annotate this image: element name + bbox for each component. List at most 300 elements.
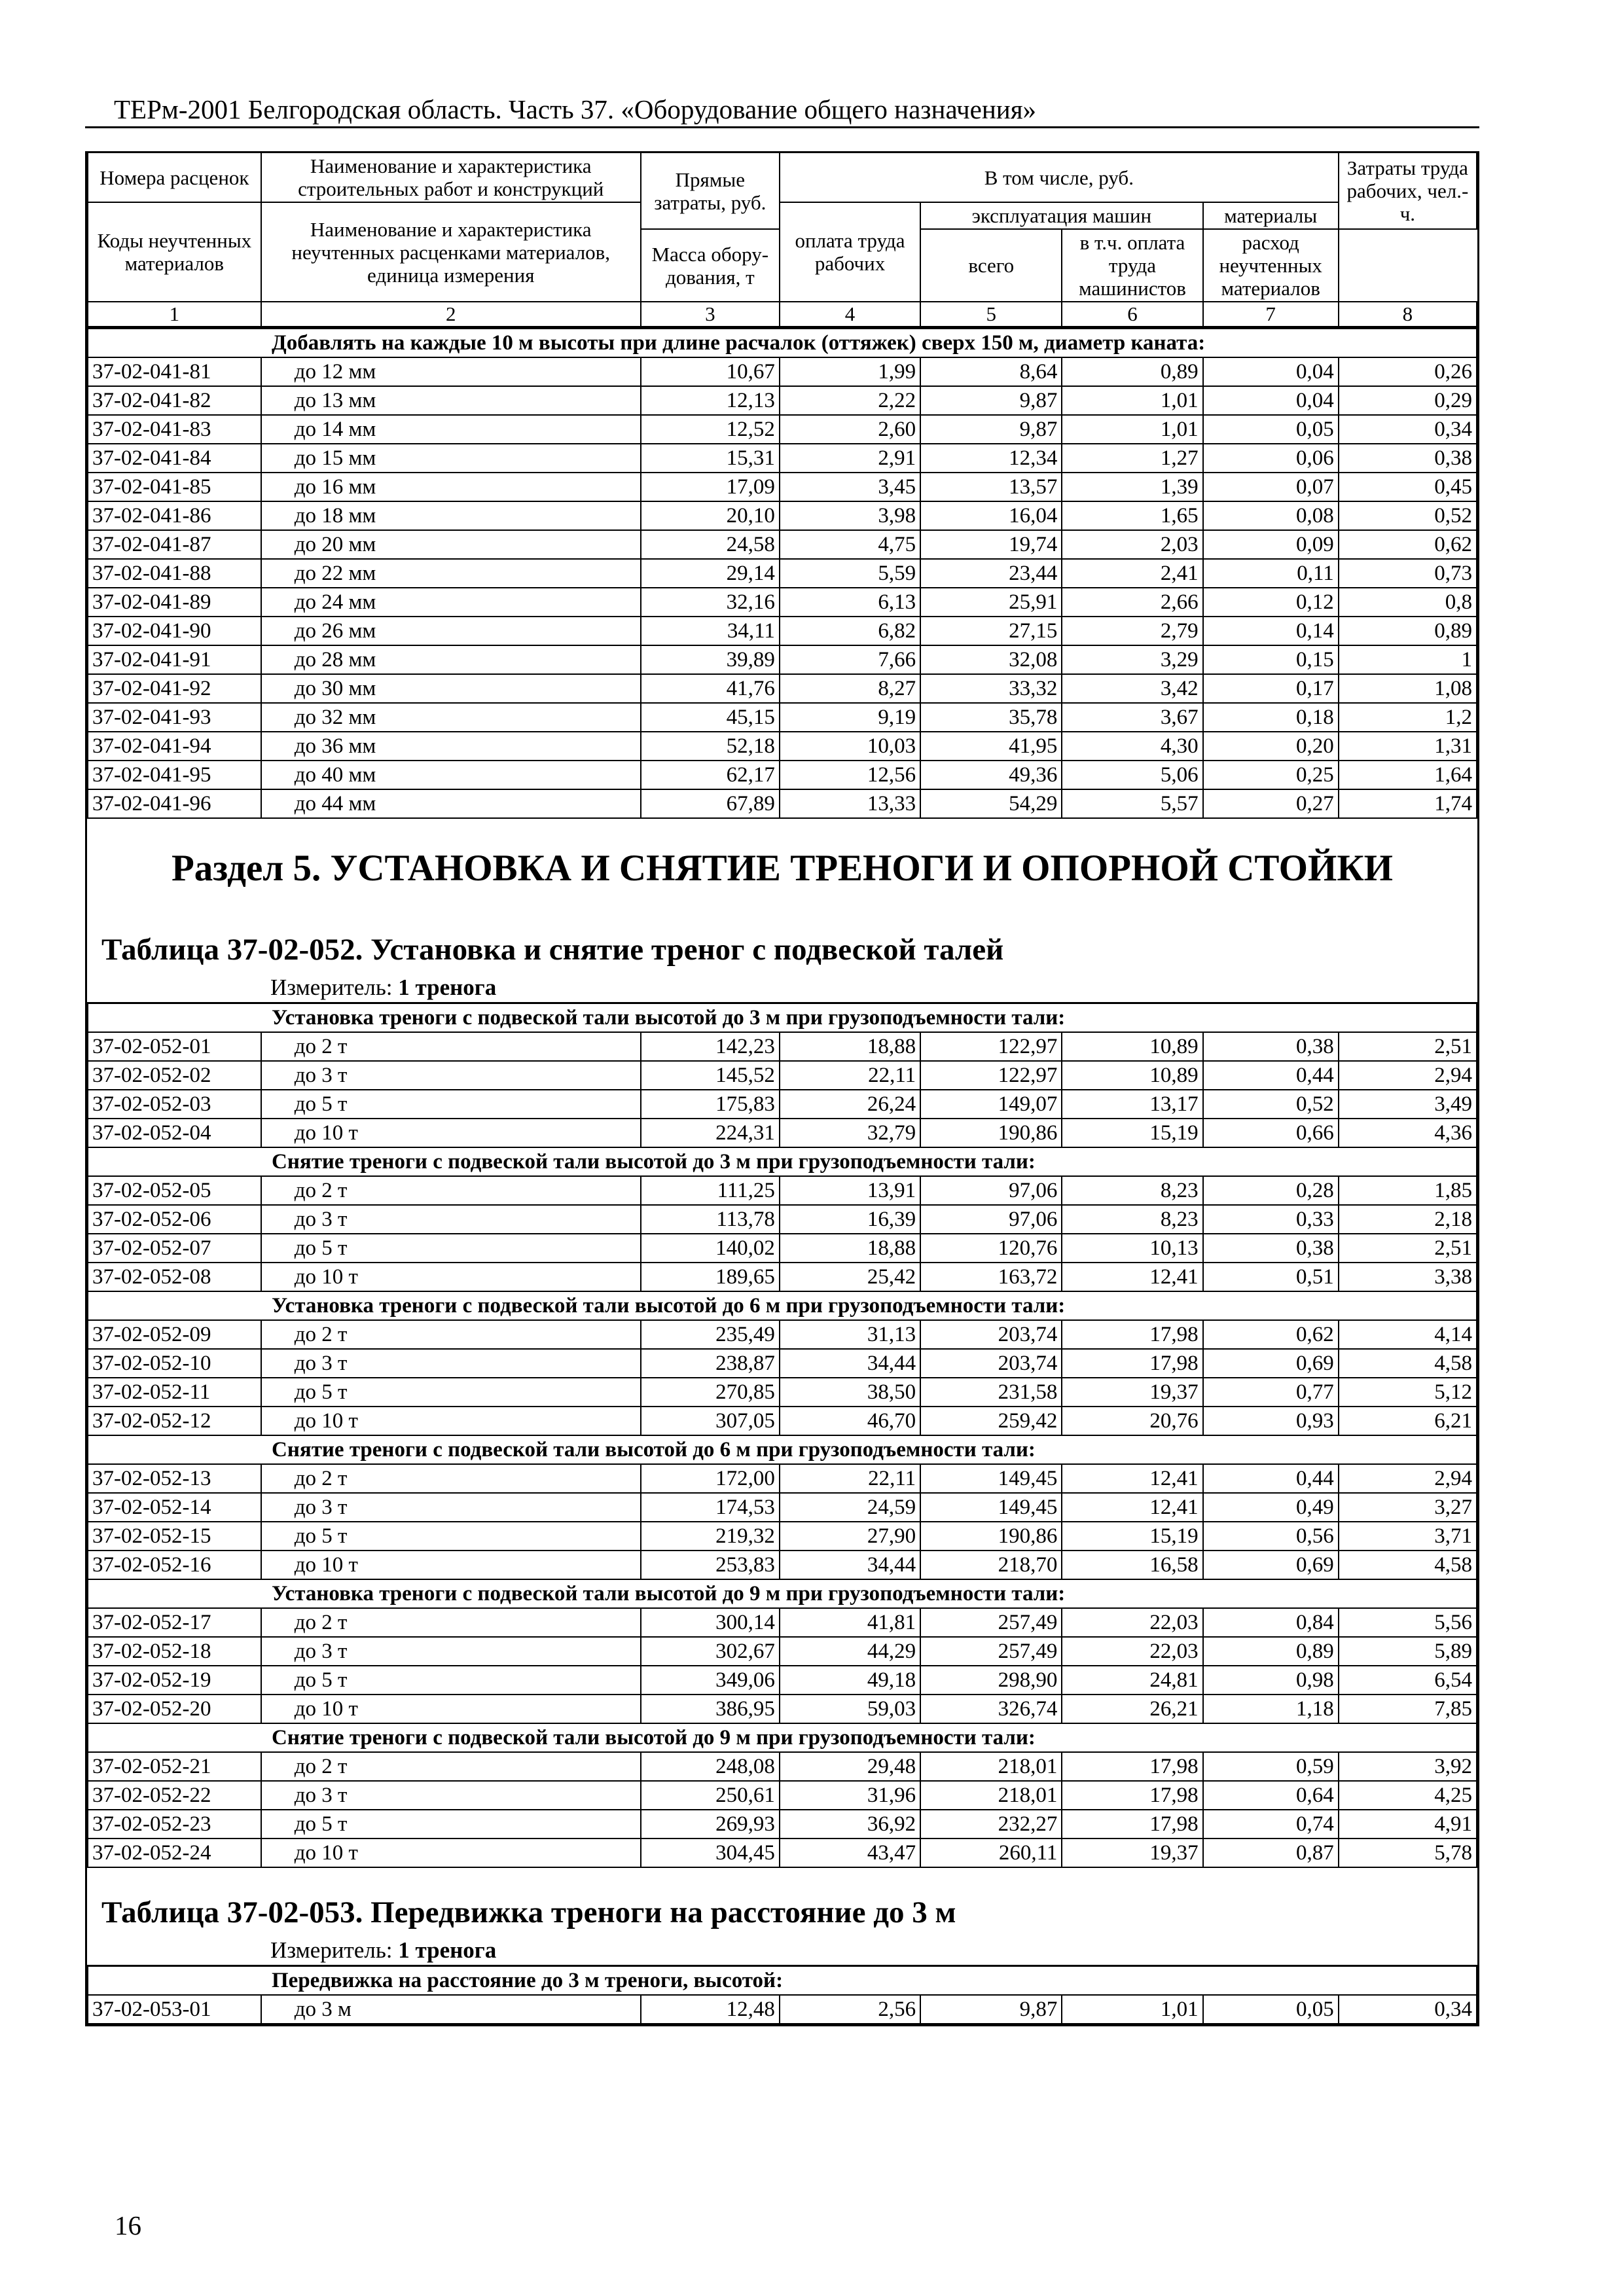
cell-rate-code: 37-02-041-96 bbox=[88, 789, 261, 818]
group-header: Передвижка на расстояние до 3 м треноги, высотой: bbox=[88, 1966, 1477, 1996]
table-row bbox=[88, 761, 1477, 789]
table-053-rows bbox=[87, 1965, 1477, 2024]
cell-rate-code: 37-02-052-05 bbox=[88, 1176, 261, 1205]
cell-materials: 0,74 bbox=[1203, 1810, 1339, 1839]
cell-materials: 0,06 bbox=[1203, 444, 1339, 473]
cell-materials: 0,77 bbox=[1203, 1378, 1339, 1407]
cell-materials: 0,11 bbox=[1203, 559, 1339, 588]
cell-direct-costs: 300,14 bbox=[641, 1608, 780, 1637]
cell-labor-costs: 0,45 bbox=[1339, 473, 1477, 501]
cell-operator-pay: 1,01 bbox=[1062, 415, 1202, 444]
cell-machines-total: 149,45 bbox=[920, 1493, 1062, 1522]
cell-labor-costs: 0,26 bbox=[1339, 357, 1477, 386]
col-header-material-codes: Коды неучтенных материалов bbox=[88, 202, 261, 302]
cell-rate-code: 37-02-041-87 bbox=[88, 530, 261, 559]
rates-frame bbox=[85, 151, 1479, 2026]
cell-labor-costs: 0,89 bbox=[1339, 617, 1477, 645]
cell-rate-name: до 3 т bbox=[261, 1637, 641, 1666]
cell-rate-name: до 2 т bbox=[261, 1320, 641, 1349]
table-row bbox=[88, 473, 1477, 501]
cell-labor-costs: 2,94 bbox=[1339, 1061, 1477, 1090]
table-row bbox=[88, 1493, 1477, 1522]
table-row bbox=[88, 1234, 1477, 1263]
cell-rate-name: до 10 т bbox=[261, 1551, 641, 1579]
cell-labor-costs: 0,38 bbox=[1339, 444, 1477, 473]
table-052-meter bbox=[87, 973, 1477, 1002]
col-header-materials: материалы bbox=[1203, 202, 1339, 229]
cell-labor-costs: 4,91 bbox=[1339, 1810, 1477, 1839]
cell-rate-code: 37-02-052-16 bbox=[88, 1551, 261, 1579]
col-number: 4 bbox=[780, 302, 920, 327]
cell-machines-total: 259,42 bbox=[920, 1407, 1062, 1435]
cell-rate-name: до 44 мм bbox=[261, 789, 641, 818]
cell-direct-costs: 52,18 bbox=[641, 732, 780, 761]
cell-worker-pay: 59,03 bbox=[780, 1695, 920, 1723]
page-header: ТЕРм-2001 Белгородская область. Часть 37. «Оборудование общего назначения» bbox=[85, 85, 1479, 128]
cell-worker-pay: 22,11 bbox=[780, 1464, 920, 1493]
cell-materials: 0,93 bbox=[1203, 1407, 1339, 1435]
page-number: 16 bbox=[115, 2210, 141, 2240]
cell-direct-costs: 12,48 bbox=[641, 1995, 780, 2024]
cell-labor-costs: 0,62 bbox=[1339, 530, 1477, 559]
cell-labor-costs: 0,8 bbox=[1339, 588, 1477, 617]
cell-rate-name: до 5 т bbox=[261, 1378, 641, 1407]
cell-materials: 0,38 bbox=[1203, 1234, 1339, 1263]
col-number: 7 bbox=[1203, 302, 1339, 327]
table-row bbox=[88, 1695, 1477, 1723]
cell-operator-pay: 5,57 bbox=[1062, 789, 1202, 818]
cell-worker-pay: 16,39 bbox=[780, 1205, 920, 1234]
cell-direct-costs: 304,45 bbox=[641, 1839, 780, 1867]
cell-labor-costs: 1,2 bbox=[1339, 703, 1477, 732]
cell-materials: 0,38 bbox=[1203, 1032, 1339, 1061]
cell-materials: 0,18 bbox=[1203, 703, 1339, 732]
table-row bbox=[88, 1119, 1477, 1147]
col-header-rate-numbers: Номера расценок bbox=[88, 152, 261, 203]
cell-worker-pay: 12,56 bbox=[780, 761, 920, 789]
cell-direct-costs: 15,31 bbox=[641, 444, 780, 473]
cell-materials: 0,20 bbox=[1203, 732, 1339, 761]
cell-rate-code: 37-02-052-08 bbox=[88, 1263, 261, 1291]
cell-rate-code: 37-02-052-01 bbox=[88, 1032, 261, 1061]
cell-direct-costs: 39,89 bbox=[641, 645, 780, 674]
cell-direct-costs: 10,67 bbox=[641, 357, 780, 386]
group-header: Снятие треноги с подвеской тали высотой до 9 м при грузоподъемности тали: bbox=[88, 1723, 1477, 1752]
cell-labor-costs: 3,27 bbox=[1339, 1493, 1477, 1522]
cell-direct-costs: 145,52 bbox=[641, 1061, 780, 1090]
cell-labor-costs: 4,25 bbox=[1339, 1781, 1477, 1810]
cell-rate-name: до 36 мм bbox=[261, 732, 641, 761]
cell-rate-code: 37-02-052-12 bbox=[88, 1407, 261, 1435]
cell-materials: 0,17 bbox=[1203, 674, 1339, 703]
cell-direct-costs: 302,67 bbox=[641, 1637, 780, 1666]
cell-machines-total: 12,34 bbox=[920, 444, 1062, 473]
group-header-row bbox=[88, 1291, 1477, 1320]
cell-labor-costs: 1,31 bbox=[1339, 732, 1477, 761]
col-header-machines: эксплуатация машин bbox=[920, 202, 1202, 229]
cell-rate-code: 37-02-052-20 bbox=[88, 1695, 261, 1723]
cell-rate-code: 37-02-041-93 bbox=[88, 703, 261, 732]
cell-operator-pay: 15,19 bbox=[1062, 1119, 1202, 1147]
cell-labor-costs: 0,52 bbox=[1339, 501, 1477, 530]
table-053-meter bbox=[87, 1936, 1477, 1965]
col-header-direct-costs: Прямые затраты, руб. bbox=[641, 152, 780, 230]
meter-value: 1 тренога bbox=[398, 975, 497, 1000]
cell-rate-name: до 10 т bbox=[261, 1263, 641, 1291]
col-header-including: В том числе, руб. bbox=[780, 152, 1339, 203]
cell-rate-code: 37-02-041-84 bbox=[88, 444, 261, 473]
group-header: Установка треноги с подвеской тали высотой до 9 м при грузоподъемности тали: bbox=[88, 1579, 1477, 1608]
cell-labor-costs: 6,54 bbox=[1339, 1666, 1477, 1695]
table-053-block bbox=[87, 1868, 1477, 1965]
table-row bbox=[88, 386, 1477, 415]
cell-direct-costs: 62,17 bbox=[641, 761, 780, 789]
cell-rate-code: 37-02-052-04 bbox=[88, 1119, 261, 1147]
cell-labor-costs: 1,85 bbox=[1339, 1176, 1477, 1205]
cell-direct-costs: 270,85 bbox=[641, 1378, 780, 1407]
cell-rate-code: 37-02-052-03 bbox=[88, 1090, 261, 1119]
cell-worker-pay: 27,90 bbox=[780, 1522, 920, 1551]
cell-rate-code: 37-02-052-15 bbox=[88, 1522, 261, 1551]
cell-operator-pay: 10,89 bbox=[1062, 1032, 1202, 1061]
group-header: Добавлять на каждые 10 м высоты при длине расчалок (оттяжек) сверх 150 м, диаметр каната: bbox=[88, 329, 1477, 358]
cell-direct-costs: 24,58 bbox=[641, 530, 780, 559]
cell-rate-name: до 5 т bbox=[261, 1234, 641, 1263]
table-row bbox=[88, 1608, 1477, 1637]
table-row bbox=[88, 1666, 1477, 1695]
cell-operator-pay: 1,01 bbox=[1062, 1995, 1202, 2024]
cell-materials: 0,04 bbox=[1203, 357, 1339, 386]
cell-machines-total: 231,58 bbox=[920, 1378, 1062, 1407]
cell-rate-name: до 20 мм bbox=[261, 530, 641, 559]
cell-worker-pay: 25,42 bbox=[780, 1263, 920, 1291]
cell-direct-costs: 250,61 bbox=[641, 1781, 780, 1810]
cell-operator-pay: 0,89 bbox=[1062, 357, 1202, 386]
cell-direct-costs: 29,14 bbox=[641, 559, 780, 588]
table-row bbox=[88, 1090, 1477, 1119]
group-header: Установка треноги с подвеской тали высотой до 6 м при грузоподъемности тали: bbox=[88, 1291, 1477, 1320]
cell-materials: 0,08 bbox=[1203, 501, 1339, 530]
cell-rate-name: до 10 т bbox=[261, 1119, 641, 1147]
cell-labor-costs: 4,58 bbox=[1339, 1551, 1477, 1579]
table-row bbox=[88, 617, 1477, 645]
meter-value: 1 тренога bbox=[398, 1937, 497, 1963]
cell-machines-total: 218,01 bbox=[920, 1752, 1062, 1781]
cell-materials: 0,56 bbox=[1203, 1522, 1339, 1551]
cell-machines-total: 9,87 bbox=[920, 415, 1062, 444]
table-row bbox=[88, 415, 1477, 444]
cell-rate-code: 37-02-052-09 bbox=[88, 1320, 261, 1349]
cell-materials: 0,66 bbox=[1203, 1119, 1339, 1147]
cell-machines-total: 33,32 bbox=[920, 674, 1062, 703]
cell-labor-costs: 0,29 bbox=[1339, 386, 1477, 415]
cell-machines-total: 218,01 bbox=[920, 1781, 1062, 1810]
cell-rate-code: 37-02-052-22 bbox=[88, 1781, 261, 1810]
table-row bbox=[88, 789, 1477, 818]
cell-labor-costs: 4,14 bbox=[1339, 1320, 1477, 1349]
cell-materials: 0,44 bbox=[1203, 1464, 1339, 1493]
cell-direct-costs: 253,83 bbox=[641, 1551, 780, 1579]
group-header: Установка треноги с подвеской тали высотой до 3 м при грузоподъемности тали: bbox=[88, 1003, 1477, 1033]
cell-rate-name: до 5 т bbox=[261, 1090, 641, 1119]
cell-rate-name: до 10 т bbox=[261, 1839, 641, 1867]
table-row bbox=[88, 645, 1477, 674]
cell-rate-code: 37-02-052-18 bbox=[88, 1637, 261, 1666]
cell-labor-costs: 0,73 bbox=[1339, 559, 1477, 588]
cell-machines-total: 49,36 bbox=[920, 761, 1062, 789]
table-row bbox=[88, 444, 1477, 473]
group-header-row bbox=[88, 1579, 1477, 1608]
cell-worker-pay: 4,75 bbox=[780, 530, 920, 559]
cell-operator-pay: 16,58 bbox=[1062, 1551, 1202, 1579]
cell-rate-name: до 5 т bbox=[261, 1666, 641, 1695]
cell-labor-costs: 3,92 bbox=[1339, 1752, 1477, 1781]
cell-rate-name: до 16 мм bbox=[261, 473, 641, 501]
cell-direct-costs: 175,83 bbox=[641, 1090, 780, 1119]
cell-labor-costs: 5,89 bbox=[1339, 1637, 1477, 1666]
cell-machines-total: 35,78 bbox=[920, 703, 1062, 732]
cell-direct-costs: 34,11 bbox=[641, 617, 780, 645]
cell-labor-costs: 3,71 bbox=[1339, 1522, 1477, 1551]
cell-operator-pay: 1,27 bbox=[1062, 444, 1202, 473]
table-row bbox=[88, 732, 1477, 761]
table-row bbox=[88, 1752, 1477, 1781]
table-row bbox=[88, 1205, 1477, 1234]
cell-materials: 0,28 bbox=[1203, 1176, 1339, 1205]
cell-labor-costs: 1,74 bbox=[1339, 789, 1477, 818]
col-number: 2 bbox=[261, 302, 641, 327]
cell-machines-total: 9,87 bbox=[920, 386, 1062, 415]
cell-machines-total: 298,90 bbox=[920, 1666, 1062, 1695]
table-row bbox=[88, 674, 1477, 703]
cell-machines-total: 190,86 bbox=[920, 1119, 1062, 1147]
cell-rate-code: 37-02-052-17 bbox=[88, 1608, 261, 1637]
cell-materials: 0,07 bbox=[1203, 473, 1339, 501]
cell-operator-pay: 2,41 bbox=[1062, 559, 1202, 588]
cell-labor-costs: 6,21 bbox=[1339, 1407, 1477, 1435]
cell-rate-name: до 32 мм bbox=[261, 703, 641, 732]
cell-worker-pay: 13,91 bbox=[780, 1176, 920, 1205]
cell-machines-total: 326,74 bbox=[920, 1695, 1062, 1723]
table-row bbox=[88, 1522, 1477, 1551]
cell-rate-name: до 5 т bbox=[261, 1522, 641, 1551]
table-row bbox=[88, 588, 1477, 617]
cell-worker-pay: 2,91 bbox=[780, 444, 920, 473]
group-header-row bbox=[88, 329, 1477, 358]
cell-rate-code: 37-02-052-13 bbox=[88, 1464, 261, 1493]
cell-machines-total: 190,86 bbox=[920, 1522, 1062, 1551]
cell-operator-pay: 17,98 bbox=[1062, 1781, 1202, 1810]
cell-machines-total: 9,87 bbox=[920, 1995, 1062, 2024]
cell-materials: 0,69 bbox=[1203, 1551, 1339, 1579]
cell-rate-code: 37-02-041-95 bbox=[88, 761, 261, 789]
cell-machines-total: 163,72 bbox=[920, 1263, 1062, 1291]
cell-worker-pay: 34,44 bbox=[780, 1551, 920, 1579]
cell-worker-pay: 49,18 bbox=[780, 1666, 920, 1695]
cell-labor-costs: 1,64 bbox=[1339, 761, 1477, 789]
cell-rate-name: до 40 мм bbox=[261, 761, 641, 789]
cell-direct-costs: 224,31 bbox=[641, 1119, 780, 1147]
cell-worker-pay: 2,22 bbox=[780, 386, 920, 415]
cell-materials: 0,89 bbox=[1203, 1637, 1339, 1666]
cell-labor-costs: 1,08 bbox=[1339, 674, 1477, 703]
cell-operator-pay: 20,76 bbox=[1062, 1407, 1202, 1435]
cell-worker-pay: 18,88 bbox=[780, 1032, 920, 1061]
cell-operator-pay: 5,06 bbox=[1062, 761, 1202, 789]
cell-materials: 0,49 bbox=[1203, 1493, 1339, 1522]
table-041-rows bbox=[87, 327, 1477, 819]
group-header-row bbox=[88, 1003, 1477, 1033]
cell-direct-costs: 189,65 bbox=[641, 1263, 780, 1291]
cell-worker-pay: 8,27 bbox=[780, 674, 920, 703]
cell-materials: 0,12 bbox=[1203, 588, 1339, 617]
table-row bbox=[88, 1407, 1477, 1435]
cell-operator-pay: 17,98 bbox=[1062, 1320, 1202, 1349]
cell-rate-code: 37-02-052-02 bbox=[88, 1061, 261, 1090]
cell-materials: 0,15 bbox=[1203, 645, 1339, 674]
col-number: 8 bbox=[1339, 302, 1477, 327]
cell-operator-pay: 13,17 bbox=[1062, 1090, 1202, 1119]
table-row bbox=[88, 1781, 1477, 1810]
cell-rate-name: до 30 мм bbox=[261, 674, 641, 703]
cell-materials: 0,05 bbox=[1203, 415, 1339, 444]
cell-rate-code: 37-02-053-01 bbox=[88, 1995, 261, 2024]
cell-rate-name: до 3 т bbox=[261, 1061, 641, 1090]
table-row bbox=[88, 501, 1477, 530]
cell-rate-name: до 10 т bbox=[261, 1407, 641, 1435]
cell-worker-pay: 3,45 bbox=[780, 473, 920, 501]
cell-rate-name: до 10 т bbox=[261, 1695, 641, 1723]
cell-worker-pay: 10,03 bbox=[780, 732, 920, 761]
cell-worker-pay: 22,11 bbox=[780, 1061, 920, 1090]
cell-operator-pay: 2,66 bbox=[1062, 588, 1202, 617]
cell-direct-costs: 17,09 bbox=[641, 473, 780, 501]
cell-worker-pay: 1,99 bbox=[780, 357, 920, 386]
cell-operator-pay: 3,67 bbox=[1062, 703, 1202, 732]
cell-worker-pay: 18,88 bbox=[780, 1234, 920, 1263]
table-row bbox=[88, 1320, 1477, 1349]
cell-machines-total: 16,04 bbox=[920, 501, 1062, 530]
cell-worker-pay: 38,50 bbox=[780, 1378, 920, 1407]
cell-operator-pay: 1,65 bbox=[1062, 501, 1202, 530]
cell-direct-costs: 113,78 bbox=[641, 1205, 780, 1234]
cell-direct-costs: 41,76 bbox=[641, 674, 780, 703]
cell-operator-pay: 22,03 bbox=[1062, 1608, 1202, 1637]
cell-materials: 1,18 bbox=[1203, 1695, 1339, 1723]
cell-rate-code: 37-02-052-11 bbox=[88, 1378, 261, 1407]
cell-worker-pay: 2,56 bbox=[780, 1995, 920, 2024]
table-row bbox=[88, 1378, 1477, 1407]
table-row bbox=[88, 1061, 1477, 1090]
cell-operator-pay: 12,41 bbox=[1062, 1464, 1202, 1493]
table-row bbox=[88, 1839, 1477, 1867]
cell-labor-costs: 2,94 bbox=[1339, 1464, 1477, 1493]
cell-materials: 0,27 bbox=[1203, 789, 1339, 818]
cell-worker-pay: 6,82 bbox=[780, 617, 920, 645]
cell-materials: 0,33 bbox=[1203, 1205, 1339, 1234]
cell-rate-name: до 13 мм bbox=[261, 386, 641, 415]
cell-direct-costs: 349,06 bbox=[641, 1666, 780, 1695]
cell-machines-total: 260,11 bbox=[920, 1839, 1062, 1867]
cell-direct-costs: 174,53 bbox=[641, 1493, 780, 1522]
cell-machines-total: 218,70 bbox=[920, 1551, 1062, 1579]
cell-materials: 0,51 bbox=[1203, 1263, 1339, 1291]
cell-materials: 0,64 bbox=[1203, 1781, 1339, 1810]
cell-rate-code: 37-02-041-89 bbox=[88, 588, 261, 617]
cell-materials: 0,52 bbox=[1203, 1090, 1339, 1119]
col-header-material-consumption: расход неучтенных материалов bbox=[1203, 229, 1339, 302]
cell-machines-total: 97,06 bbox=[920, 1205, 1062, 1234]
cell-labor-costs: 2,51 bbox=[1339, 1032, 1477, 1061]
cell-direct-costs: 32,16 bbox=[641, 588, 780, 617]
cell-worker-pay: 31,96 bbox=[780, 1781, 920, 1810]
cell-operator-pay: 1,01 bbox=[1062, 386, 1202, 415]
cell-direct-costs: 269,93 bbox=[641, 1810, 780, 1839]
group-header: Снятие треноги с подвеской тали высотой до 3 м при грузоподъемности тали: bbox=[88, 1147, 1477, 1176]
cell-operator-pay: 19,37 bbox=[1062, 1839, 1202, 1867]
cell-operator-pay: 1,39 bbox=[1062, 473, 1202, 501]
cell-operator-pay: 17,98 bbox=[1062, 1752, 1202, 1781]
cell-rate-code: 37-02-052-10 bbox=[88, 1349, 261, 1378]
cell-worker-pay: 13,33 bbox=[780, 789, 920, 818]
table-row bbox=[88, 1464, 1477, 1493]
cell-machines-total: 27,15 bbox=[920, 617, 1062, 645]
cell-operator-pay: 2,03 bbox=[1062, 530, 1202, 559]
cell-operator-pay: 4,30 bbox=[1062, 732, 1202, 761]
cell-materials: 0,05 bbox=[1203, 1995, 1339, 2024]
cell-worker-pay: 26,24 bbox=[780, 1090, 920, 1119]
group-header-row bbox=[88, 1966, 1477, 1996]
cell-rate-code: 37-02-052-19 bbox=[88, 1666, 261, 1695]
cell-direct-costs: 12,13 bbox=[641, 386, 780, 415]
col-header-total: всего bbox=[920, 229, 1062, 302]
cell-rate-name: до 5 т bbox=[261, 1810, 641, 1839]
cell-operator-pay: 12,41 bbox=[1062, 1493, 1202, 1522]
cell-rate-code: 37-02-041-88 bbox=[88, 559, 261, 588]
cell-materials: 0,98 bbox=[1203, 1666, 1339, 1695]
cell-direct-costs: 386,95 bbox=[641, 1695, 780, 1723]
cell-rate-name: до 28 мм bbox=[261, 645, 641, 674]
cell-worker-pay: 7,66 bbox=[780, 645, 920, 674]
cell-rate-name: до 3 м bbox=[261, 1995, 641, 2024]
cell-rate-code: 37-02-041-81 bbox=[88, 357, 261, 386]
cell-worker-pay: 5,59 bbox=[780, 559, 920, 588]
cell-labor-costs: 3,49 bbox=[1339, 1090, 1477, 1119]
cell-labor-costs: 7,85 bbox=[1339, 1695, 1477, 1723]
cell-machines-total: 122,97 bbox=[920, 1061, 1062, 1090]
cell-materials: 0,84 bbox=[1203, 1608, 1339, 1637]
cell-machines-total: 97,06 bbox=[920, 1176, 1062, 1205]
table-row bbox=[88, 559, 1477, 588]
cell-machines-total: 232,27 bbox=[920, 1810, 1062, 1839]
cell-rate-name: до 2 т bbox=[261, 1464, 641, 1493]
cell-machines-total: 13,57 bbox=[920, 473, 1062, 501]
col-number: 6 bbox=[1062, 302, 1202, 327]
column-header-table bbox=[87, 151, 1477, 327]
table-row bbox=[88, 1032, 1477, 1061]
cell-rate-code: 37-02-041-92 bbox=[88, 674, 261, 703]
cell-labor-costs: 2,51 bbox=[1339, 1234, 1477, 1263]
cell-worker-pay: 43,47 bbox=[780, 1839, 920, 1867]
cell-operator-pay: 8,23 bbox=[1062, 1205, 1202, 1234]
cell-rate-code: 37-02-041-82 bbox=[88, 386, 261, 415]
cell-rate-name: до 18 мм bbox=[261, 501, 641, 530]
cell-machines-total: 149,07 bbox=[920, 1090, 1062, 1119]
cell-rate-name: до 3 т bbox=[261, 1493, 641, 1522]
cell-rate-name: до 22 мм bbox=[261, 559, 641, 588]
cell-rate-name: до 2 т bbox=[261, 1032, 641, 1061]
cell-direct-costs: 142,23 bbox=[641, 1032, 780, 1061]
